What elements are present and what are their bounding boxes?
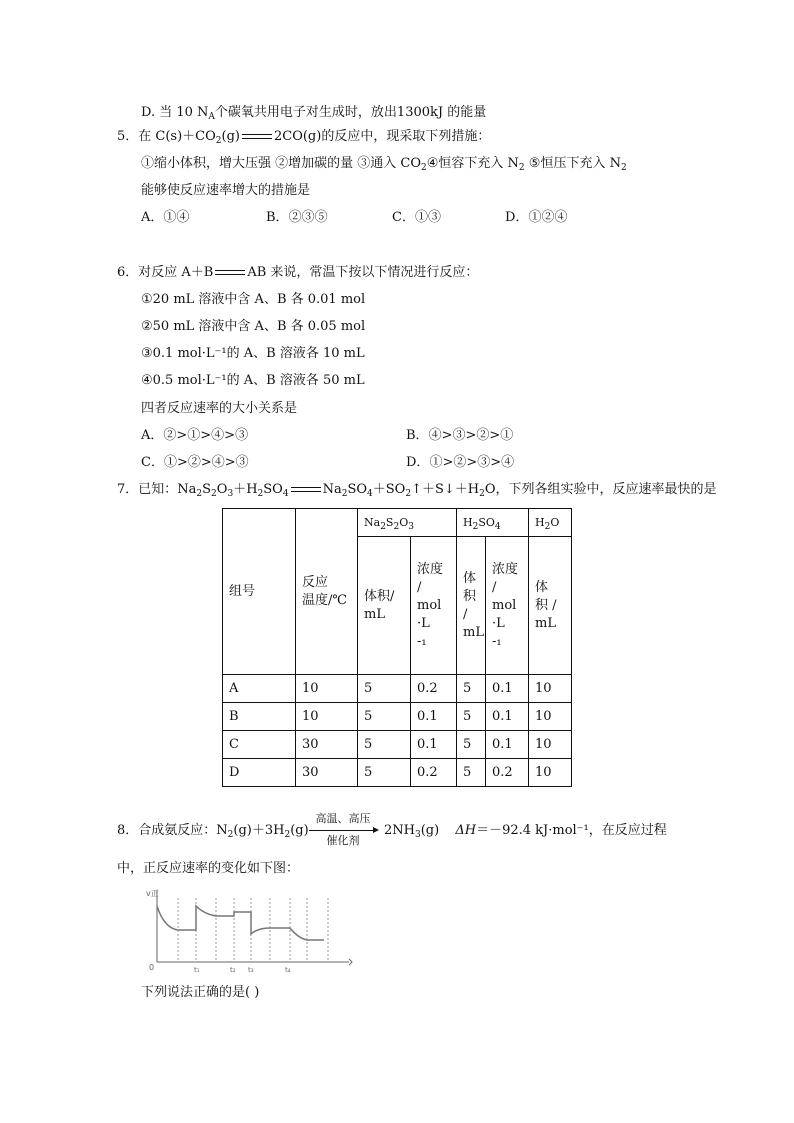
header-text: 温度/℃ xyxy=(302,592,347,608)
table-cell: C xyxy=(223,731,296,759)
option-label: C． xyxy=(392,210,415,225)
subscript: 2 xyxy=(393,521,400,532)
subscript: 3 xyxy=(227,489,234,499)
subscript: 2 xyxy=(620,163,627,173)
subscript: 2 xyxy=(227,830,234,840)
table-cell: 0.1 xyxy=(486,731,529,759)
subscript: A xyxy=(208,112,215,122)
table-header-h2o xyxy=(529,509,572,537)
q6-question: 四者反应速率的大小关系是 xyxy=(141,401,298,416)
header-text: mL xyxy=(364,606,385,622)
measure-text: ⑤恒压下充入 N xyxy=(524,156,621,171)
subscript: 2 xyxy=(544,521,551,532)
header-text: Na xyxy=(364,515,381,529)
header-text: / xyxy=(492,579,497,595)
option-text: ①②④ xyxy=(528,210,568,225)
header-text: 积 xyxy=(463,588,477,604)
stem-text: SO xyxy=(263,482,283,497)
table-cell: 10 xyxy=(296,703,358,731)
table-cell: 5 xyxy=(457,759,486,787)
equals-sign xyxy=(213,268,247,278)
q4-option-d xyxy=(141,104,486,122)
table-header-temp xyxy=(296,509,358,675)
header-text: / xyxy=(417,579,422,595)
table-row xyxy=(223,703,572,731)
option-text: ①③ xyxy=(414,210,441,225)
option-text: ④>③>②>① xyxy=(428,428,514,443)
header-text: ·L xyxy=(417,615,430,631)
table-cell: 10 xyxy=(296,675,358,703)
subscript: 2 xyxy=(380,521,386,532)
table-cell: B xyxy=(223,703,296,731)
table-header-na2s2o3 xyxy=(358,509,457,537)
stem-text: O，下列各组实验中，反应速率最快的是 xyxy=(484,482,717,497)
table-cell: 0.2 xyxy=(411,759,457,787)
q6-item-1: ①20 mL 溶液中含 A、B 各 0.01 mol xyxy=(141,292,366,307)
stem-text: (g) xyxy=(290,823,309,838)
y-axis-label: v正 xyxy=(146,889,159,898)
stem-text: SO xyxy=(347,482,368,497)
table-header-volume-c xyxy=(529,537,572,675)
stem-text: ＋SO xyxy=(372,482,406,497)
header-text: -₁ xyxy=(417,633,427,649)
option-text: ②③⑤ xyxy=(288,210,328,225)
stem-text: (g) xyxy=(420,823,444,838)
table-cell: 0.1 xyxy=(411,703,457,731)
table-cell: 10 xyxy=(529,759,572,787)
stem-text: Na xyxy=(322,482,342,497)
subscript: 4 xyxy=(494,521,501,532)
stem-text: 6．对反应 A＋B xyxy=(117,265,214,280)
equals-sign xyxy=(289,485,323,495)
subscript: 2 xyxy=(215,136,222,146)
stem-text: 2CO(g)的反应中，现采取下列措施： xyxy=(273,129,491,144)
header-text: mol xyxy=(417,597,442,613)
header-text: 积 / xyxy=(535,597,557,613)
rate-curve xyxy=(157,906,324,940)
stem-text: O xyxy=(216,482,228,497)
q6-option-b[interactable] xyxy=(406,427,513,445)
table-cell: 10 xyxy=(529,731,572,759)
table-cell: 5 xyxy=(358,731,411,759)
q5-option-b[interactable] xyxy=(266,209,328,227)
q5-question: 能够使反应速率增大的措施是 xyxy=(141,183,311,198)
table-header-group xyxy=(223,509,296,675)
q5-measures xyxy=(141,155,627,173)
header-text: O xyxy=(550,515,560,529)
table-row xyxy=(223,675,572,703)
q8-stem xyxy=(117,822,309,840)
header-text: mL xyxy=(535,615,556,631)
table-cell: 0.2 xyxy=(486,759,529,787)
table-header-conc-b xyxy=(486,537,529,675)
condition-bottom: 催化剂 xyxy=(326,834,360,847)
stem-text: (g) xyxy=(221,129,240,144)
header-text: 组号 xyxy=(229,583,256,599)
subscript: 2 xyxy=(405,489,412,499)
q5-stem xyxy=(117,128,490,146)
header-text: O xyxy=(399,515,409,529)
table-cell: D xyxy=(223,759,296,787)
table-row xyxy=(223,731,572,759)
table-header-h2so4 xyxy=(457,509,529,537)
q6-option-d[interactable] xyxy=(406,454,514,472)
q7-stem xyxy=(117,481,717,499)
subscript: 2 xyxy=(421,163,427,173)
header-text: ·L xyxy=(492,615,505,631)
x-axis-arrow xyxy=(349,959,352,965)
stem-text: 7．已知：Na xyxy=(117,482,197,497)
option-label: D. xyxy=(141,105,156,120)
table-cell: 5 xyxy=(457,703,486,731)
subscript: 2 xyxy=(518,163,525,173)
q7-data-table xyxy=(222,508,572,787)
option-label: A． xyxy=(141,210,164,225)
table-cell: 5 xyxy=(358,759,411,787)
table-cell: 5 xyxy=(457,731,486,759)
stem-text: AB 来说，常温下按以下情况进行反应： xyxy=(247,265,479,280)
table-cell: 5 xyxy=(358,703,411,731)
q6-item-4: ④0.5 mol·L⁻¹的 A、B 溶液各 50 mL xyxy=(141,373,365,388)
subscript: 2 xyxy=(284,830,291,840)
table-cell: 0.2 xyxy=(411,675,457,703)
option-label: A． xyxy=(141,428,164,443)
header-text: SO xyxy=(478,515,495,529)
subscript: 2 xyxy=(257,489,264,499)
header-text: H xyxy=(535,515,545,529)
option-label: D． xyxy=(505,210,529,225)
q8-stem-cont xyxy=(384,822,667,840)
header-text: 浓度 xyxy=(492,561,519,577)
table-cell: 0.1 xyxy=(486,703,529,731)
option-label: B． xyxy=(266,210,289,225)
subscript: 4 xyxy=(282,489,289,499)
header-text: 体 xyxy=(535,579,549,595)
stem-text: ↑＋S↓＋H xyxy=(411,482,480,497)
stem-text: 8．合成氨反应：N xyxy=(117,823,228,838)
header-text: 浓度 xyxy=(417,561,444,577)
option-label: D． xyxy=(406,455,430,470)
table-header-volume-b xyxy=(457,537,486,675)
header-text: 体 xyxy=(463,570,477,586)
equals-sign xyxy=(240,132,274,142)
q8-stem-line2: 中，正反应速率的变化如下图： xyxy=(117,861,300,876)
q5-option-d[interactable] xyxy=(505,209,567,227)
header-text: S xyxy=(385,515,394,529)
delta-h: ΔH xyxy=(455,823,477,838)
table-cell: 0.1 xyxy=(411,731,457,759)
q6-item-2: ②50 mL 溶液中含 A、B 各 0.05 mol xyxy=(141,319,366,334)
header-text: mol xyxy=(492,597,517,613)
header-text: 反应 xyxy=(302,574,329,590)
measure-text: ①缩小体积，增大压强 ②增加碳的量 ③通入 CO xyxy=(141,156,422,171)
header-text: mL xyxy=(463,624,484,640)
tick-label-t4: t₄ xyxy=(285,966,291,974)
header-text: / xyxy=(463,606,468,622)
subscript: 2 xyxy=(211,489,217,499)
subscript: 2 xyxy=(196,489,203,499)
q5-option-a[interactable] xyxy=(141,209,189,227)
stem-text: 2NH xyxy=(384,823,415,838)
q5-option-c[interactable] xyxy=(392,209,441,227)
option-text: ①>②>④>③ xyxy=(163,455,249,470)
option-text: ①④ xyxy=(163,210,190,225)
q6-stem xyxy=(117,264,478,282)
reaction-condition-arrow xyxy=(309,812,377,847)
condition-top: 高温、高压 xyxy=(315,812,371,825)
option-text: ②>①>④>③ xyxy=(163,428,249,443)
table-cell: 5 xyxy=(358,675,411,703)
q6-option-a[interactable] xyxy=(141,427,248,445)
subscript: 2 xyxy=(479,489,485,499)
header-text: -₁ xyxy=(492,633,502,649)
option-label: B． xyxy=(406,428,429,443)
tick-label-t3: t₃ xyxy=(248,966,254,974)
option-text: ①>②>③>④ xyxy=(429,455,515,470)
table-cell: A xyxy=(223,675,296,703)
table-cell: 30 xyxy=(296,759,358,787)
arrow-icon xyxy=(309,830,377,831)
subscript: 4 xyxy=(367,489,373,499)
header-text: H xyxy=(463,515,473,529)
subscript: 2 xyxy=(341,489,348,499)
table-cell: 0.1 xyxy=(486,675,529,703)
stem-text: ＋H xyxy=(233,482,258,497)
rate-graph xyxy=(144,884,354,974)
option-text: 当 10 N xyxy=(159,105,209,120)
tick-label-t1: t₁ xyxy=(194,966,200,974)
tick-label-t2: t₂ xyxy=(230,966,236,974)
stem-text: (g)＋3H xyxy=(233,823,285,838)
header-text: 体积/ xyxy=(364,588,395,604)
origin-label: 0 xyxy=(149,963,155,972)
stem-text: S xyxy=(202,482,212,497)
option-text: 个碳氧共用电子对生成时，放出1300kJ 的能量 xyxy=(214,105,487,120)
stem-text: ＝－92.4 kJ·mol⁻¹，在反应过程 xyxy=(476,823,667,838)
table-cell: 10 xyxy=(529,703,572,731)
q8-question: 下列说法正确的是( ) xyxy=(141,985,260,1000)
measure-text: ④恒容下充入 N xyxy=(426,156,519,171)
table-header-conc xyxy=(411,537,457,675)
subscript: 3 xyxy=(408,521,414,532)
stem-text: 5．在 C(s)＋CO xyxy=(117,129,216,144)
table-cell: 30 xyxy=(296,731,358,759)
subscript: 2 xyxy=(472,521,479,532)
table-header-volume xyxy=(358,537,411,675)
option-label: C． xyxy=(141,455,164,470)
table-cell: 10 xyxy=(529,675,572,703)
table-cell: 5 xyxy=(457,675,486,703)
subscript: 3 xyxy=(414,830,421,840)
q6-item-3: ③0.1 mol·L⁻¹的 A、B 溶液各 10 mL xyxy=(141,346,365,361)
q6-option-c[interactable] xyxy=(141,454,249,472)
table-row xyxy=(223,759,572,787)
